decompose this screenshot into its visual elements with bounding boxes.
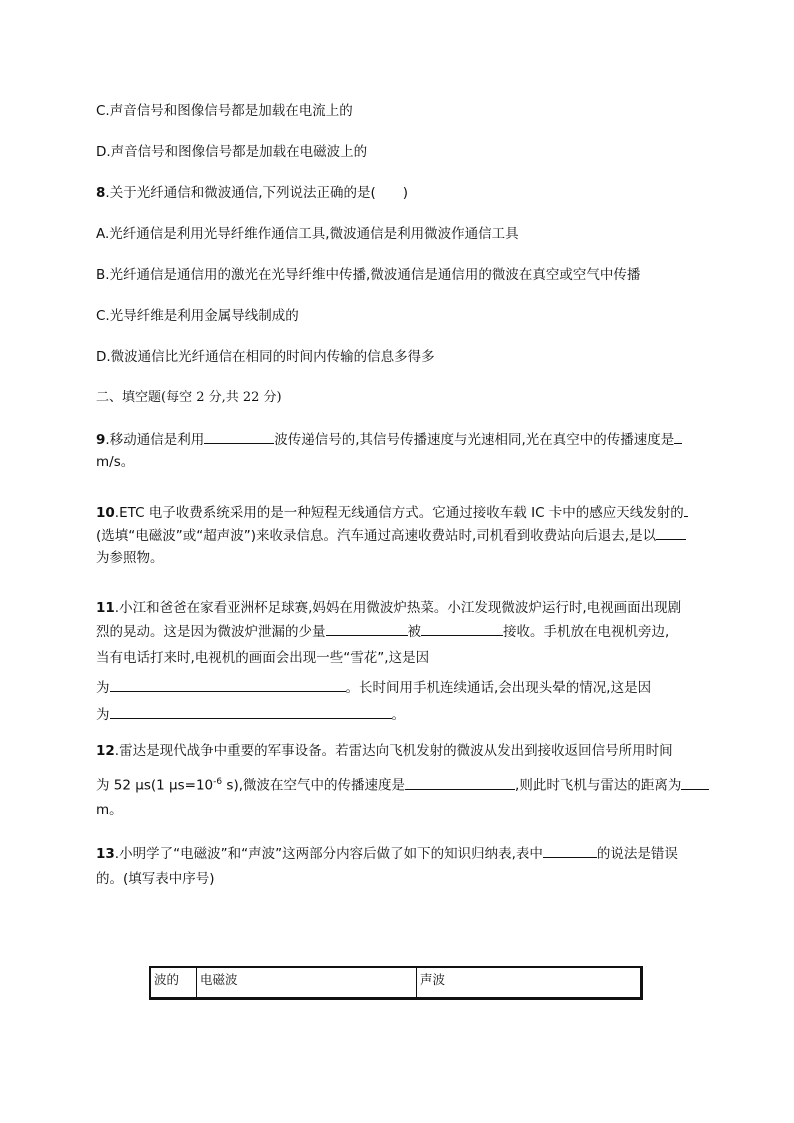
q11-line-5 — [96, 704, 405, 725]
table-header-cell: 声波 — [420, 972, 446, 987]
q10-line-1 — [96, 502, 688, 523]
q8-stem-text: .关于光纤通信和微波通信,下列说法正确的是( ) — [105, 185, 409, 201]
q11-text-h: 。 — [391, 707, 405, 723]
q11-text-f: 。长时间用手机连续通话,会出现头晕的情况,这是因 — [345, 680, 652, 696]
q12-text-a: .雷达是现代战争中重要的军事设备。若雷达向飞机发射的微波从发出到接收返回信号所用时间 — [114, 743, 673, 759]
q11-number: 11 — [96, 600, 115, 616]
q9-text-a: .移动通信是利用 — [105, 432, 205, 448]
q10-line-2 — [96, 525, 686, 546]
q8-stem — [96, 183, 408, 203]
q10-text-b: (选填“电磁波”或“超声波”)来收录信息。汽车通过高速收费站时,司机看到收费站向后退去,是以 — [96, 528, 657, 544]
q12-blank-2[interactable] — [681, 775, 709, 790]
q11-line-1 — [96, 598, 681, 618]
q12-line-2 — [96, 772, 709, 796]
q10-number: 10 — [96, 505, 115, 521]
q11-text-a: .小江和爸爸在家看亚洲杯足球赛,妈妈在用微波炉热菜。小江发现微波炉运行时,电视画面出现剧 — [114, 600, 682, 616]
q8-option-b: B.光纤通信是通信用的激光在光导纤维中传播,微波通信是通信用的微波在真空或空气中传播 — [96, 267, 641, 283]
q11-line-4 — [96, 677, 651, 698]
q10-blank-1[interactable] — [684, 502, 688, 517]
q12-text-c: s),微波在空气中的传播速度是 — [222, 777, 406, 794]
q11-line-3: 当有电话打来时,电视机的画面会出现一些“雪花”,这是因 — [96, 650, 430, 666]
q12-number: 12 — [96, 743, 115, 759]
q13-number: 13 — [96, 846, 115, 862]
q13-text-b: 的说法是错误 — [596, 846, 678, 862]
q12-exponent: -6 — [213, 777, 223, 787]
q11-text-g: 为 — [96, 707, 110, 723]
q8-option-a: A.光纤通信是利用光导纤维作通信工具,微波通信是利用微波作通信工具 — [96, 226, 519, 242]
q11-blank-2[interactable] — [421, 621, 503, 636]
q11-text-d: 接收。手机放在电视机旁边, — [503, 624, 670, 640]
q13-line-2: 的。(填写表中序号) — [96, 871, 215, 887]
q9-text-b: 波传递信号的,其信号传播速度与光速相同,光在真空中的传播速度是 — [274, 432, 675, 448]
table-header-cell: 电磁波 — [197, 968, 417, 997]
q13-line-1 — [96, 843, 678, 864]
q10-text-a: .ETC 电子收费系统采用的是一种短程无线通信方式。它通过接收车载 IC 卡中的感应天线发射的 — [114, 505, 684, 521]
q13-text-a: .小明学了“电磁波”和“声波”这两部分内容后做了如下的知识归纳表,表中 — [114, 846, 543, 862]
q8-number: 8 — [96, 185, 106, 201]
q11-text-c: 被 — [407, 624, 421, 640]
q10-blank-2[interactable] — [656, 525, 686, 540]
q9-number: 9 — [96, 432, 106, 448]
q12-text-b: 为 52 μs(1 μs=10 — [96, 777, 214, 794]
section-heading: 二、填空题(每空 2 分,共 22 分) — [96, 390, 282, 405]
q10-line-3: 为参照物。 — [96, 550, 164, 566]
q12-text-d: ,则此时飞机与雷达的距离为 — [515, 777, 682, 794]
q11-blank-3[interactable] — [110, 677, 346, 692]
q11-blank-1[interactable] — [326, 621, 408, 636]
knowledge-table — [149, 966, 643, 1000]
q9-blank-2[interactable] — [674, 429, 682, 444]
q13-blank[interactable] — [543, 843, 597, 858]
q12-blank-1[interactable] — [405, 775, 515, 790]
q9-blank-1[interactable] — [204, 429, 274, 444]
q11-line-2 — [96, 621, 669, 642]
q11-text-b: 烈的晃动。这是因为微波炉泄漏的少量 — [96, 624, 326, 640]
q11-blank-4[interactable] — [110, 704, 392, 719]
q8-option-d: D.微波通信比光纤通信在相同的时间内传输的信息多得多 — [96, 349, 435, 365]
table-header-cell: 波的 — [151, 968, 197, 997]
q11-text-e: 为 — [96, 680, 110, 696]
q7-option-d: D.声音信号和图像信号都是加载在电磁波上的 — [96, 144, 368, 160]
q12-line-1 — [96, 741, 673, 761]
q12-line-3: m。 — [96, 802, 123, 818]
q9-line-2: m/s。 — [96, 454, 135, 470]
q9-line-1 — [96, 429, 682, 450]
q8-option-c: C.光导纤维是利用金属导线制成的 — [96, 308, 299, 324]
q7-option-c: C.声音信号和图像信号都是加载在电流上的 — [96, 103, 353, 119]
